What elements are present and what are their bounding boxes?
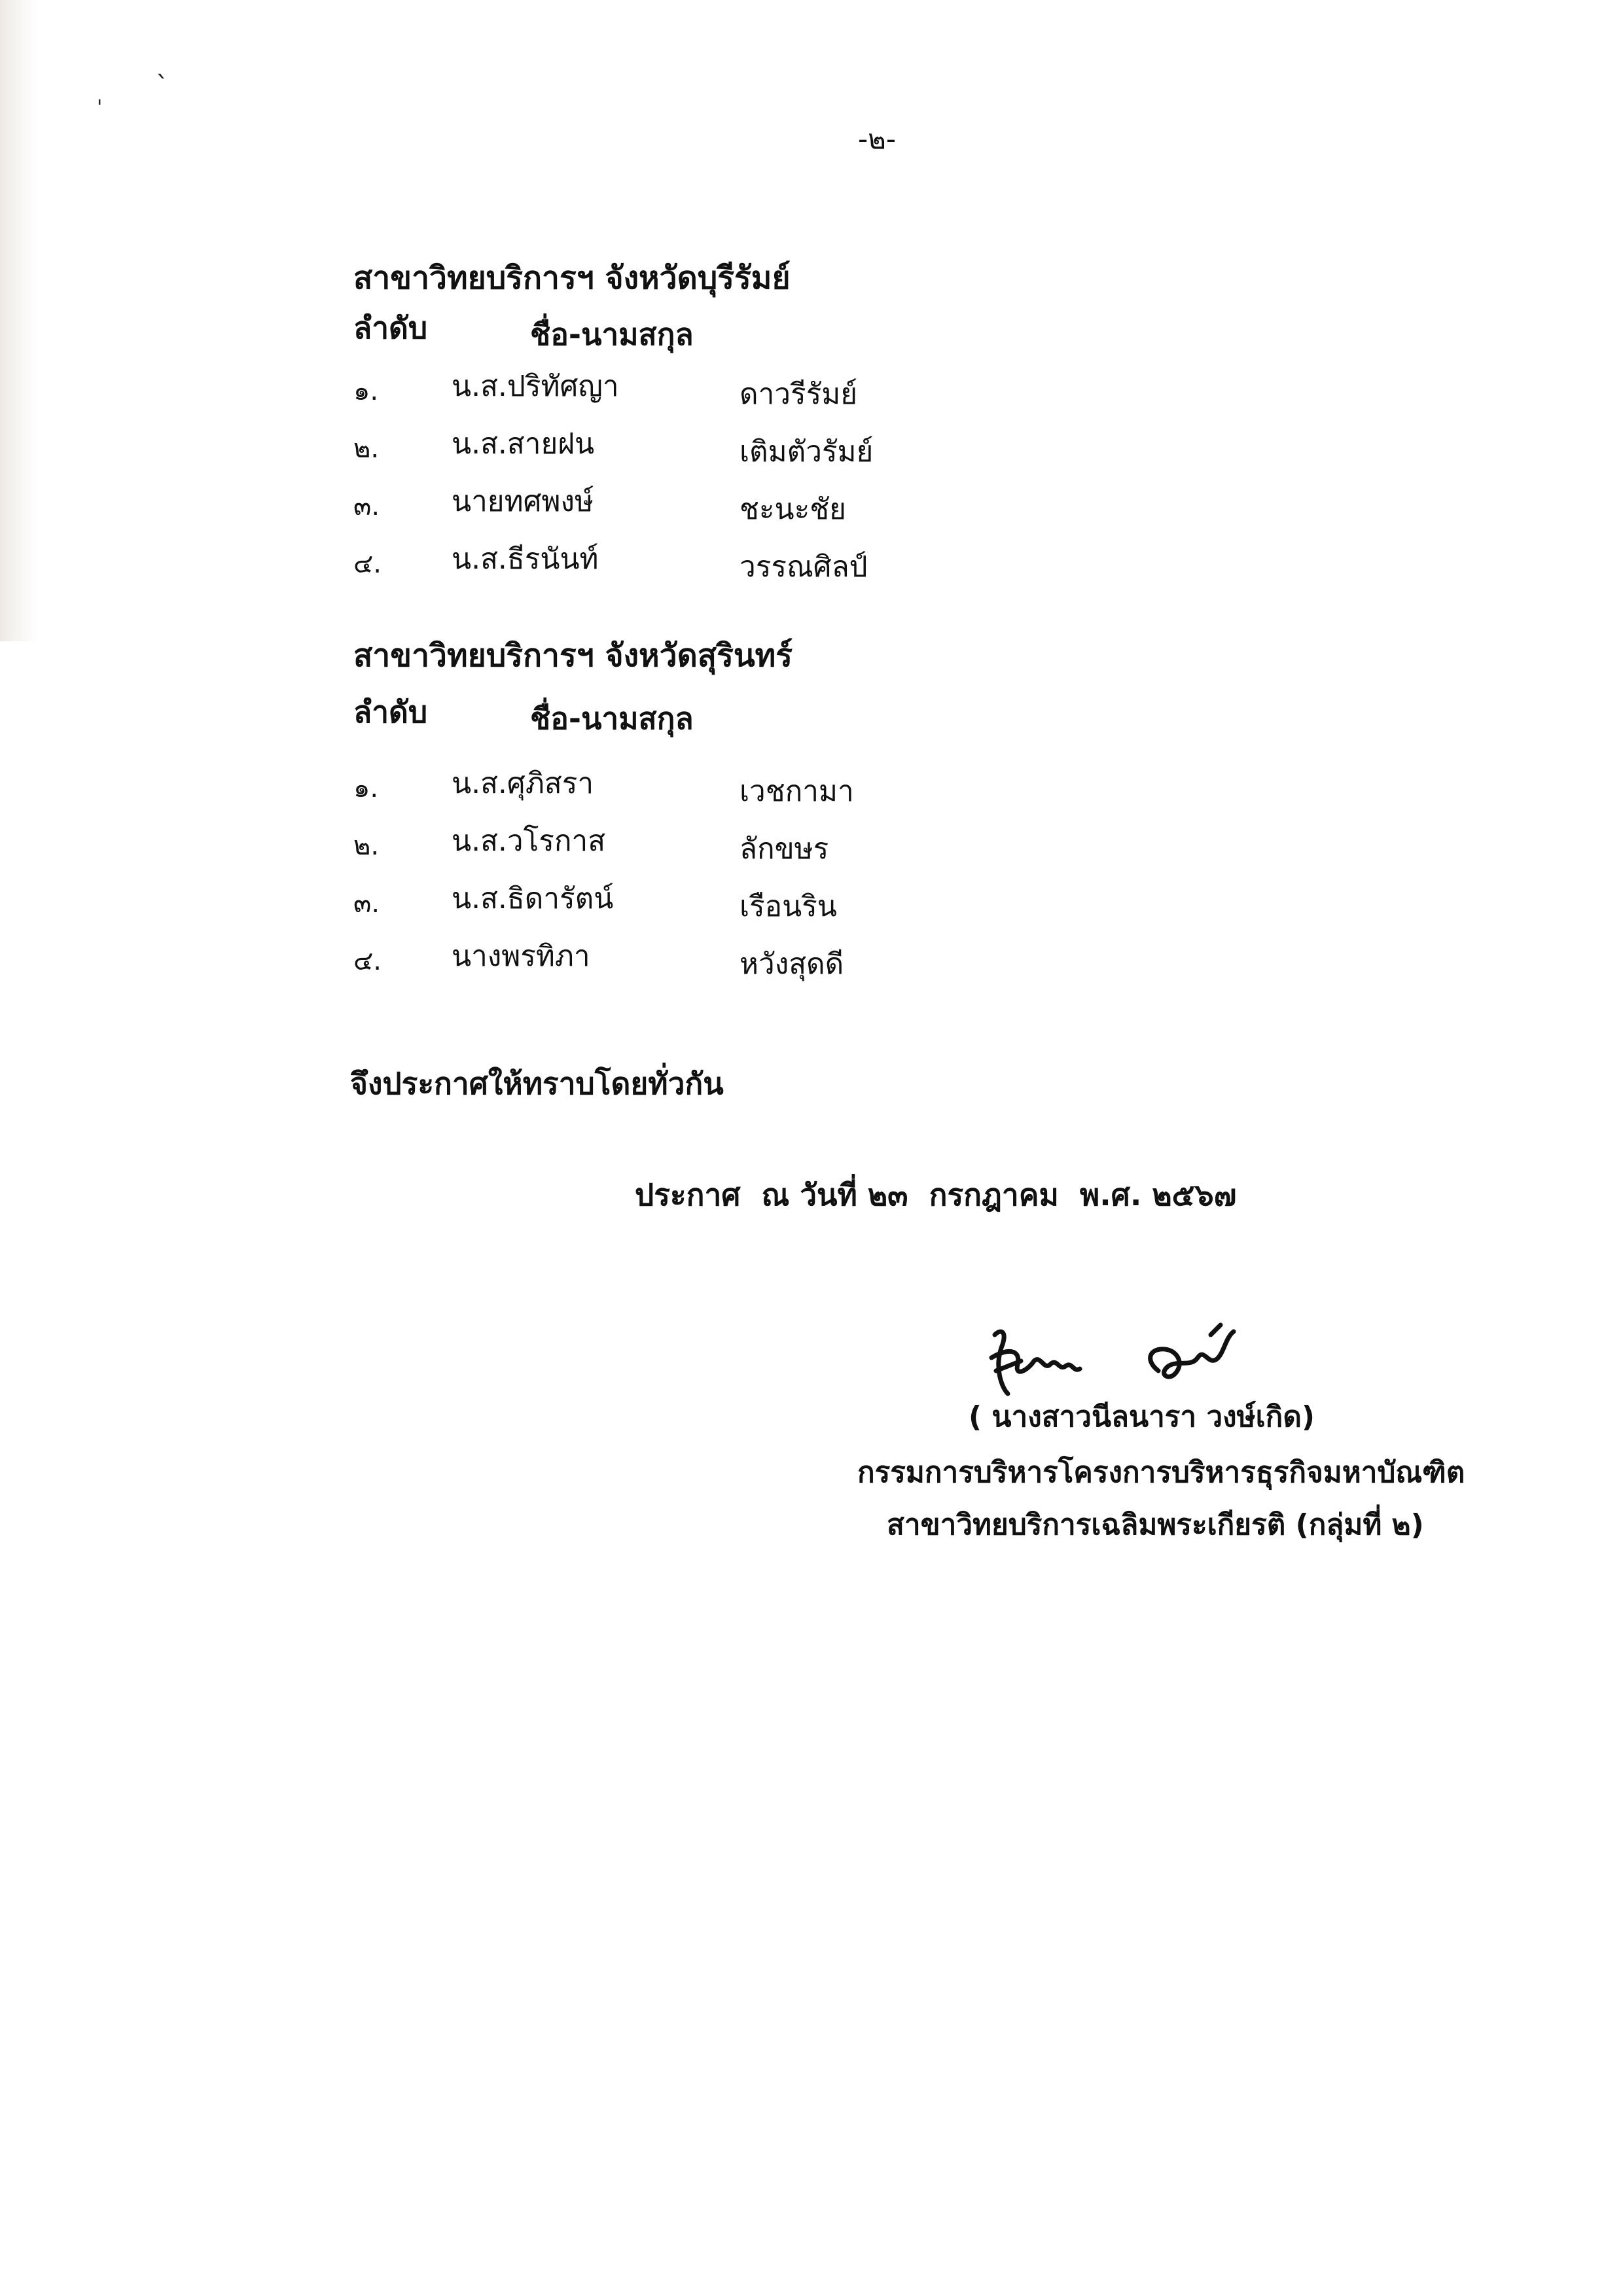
- list-item: [353, 933, 1270, 991]
- section-title: สาขาวิทยบริการฯ จังหวัดสุรินทร์: [353, 637, 793, 674]
- item-number: ๓.: [353, 491, 380, 521]
- last-name: ชะนะชัย: [740, 493, 846, 526]
- list-item: [353, 818, 1270, 875]
- first-name: น.ส.ศุภิสรา: [452, 767, 594, 800]
- signer-role-line-1: กรรมการบริหารโครงการบริหารธุรกิจมหาบัณฑิต: [857, 1456, 1465, 1489]
- signer-role-line-2: สาขาวิทยบริการเฉลิมพระเกียรติ (กลุ่มที่ ๒): [887, 1508, 1424, 1542]
- first-name: น.ส.สายฝน: [452, 427, 595, 461]
- handwritten-signature: [982, 1309, 1270, 1407]
- last-name: เรือนริน: [740, 890, 837, 923]
- announcement-date: ประกาศ ณ วันที่ ๒๓ กรกฎาคม พ.ศ. ๒๕๖๗: [635, 1177, 1237, 1212]
- column-name-label: ชื่อ-นามสกุล: [530, 317, 694, 352]
- column-order-label: ลำดับ: [353, 694, 428, 730]
- last-name: เวชกามา: [740, 775, 854, 808]
- column-header: [353, 688, 1270, 760]
- last-name: ลักขษร: [740, 832, 829, 866]
- first-name: นายทศพงษ์: [452, 485, 594, 518]
- first-name: น.ส.ธิดารัตน์: [452, 882, 614, 915]
- last-name: ดาวรีรัมย์: [740, 378, 858, 411]
- last-name: วรรณศิลป์: [740, 550, 868, 584]
- section-surin: [353, 629, 1270, 991]
- column-header: [353, 304, 1270, 363]
- column-order-label: ลำดับ: [353, 310, 428, 345]
- section-title: สาขาวิทยบริการฯ จังหวัดบุรีรัมย์: [353, 260, 791, 296]
- page-number: -๒-: [858, 123, 896, 155]
- first-name: นางพรทิภา: [452, 940, 590, 973]
- section-buriram: [353, 252, 1270, 593]
- last-name: เติมตัวรัมย์: [740, 435, 874, 468]
- list-item: [353, 478, 1270, 536]
- list-item: [353, 421, 1270, 478]
- first-name: น.ส.ธีรนันท์: [452, 542, 599, 576]
- first-name: น.ส.วโรกาส: [452, 824, 606, 858]
- column-name-label: ชื่อ-นามสกุล: [530, 701, 694, 736]
- scan-speck: ': [97, 96, 103, 119]
- first-name: น.ส.ปริทัศญา: [452, 370, 619, 403]
- item-number: ๔.: [353, 549, 382, 579]
- item-number: ๓.: [353, 889, 380, 919]
- list-item: [353, 363, 1270, 421]
- scan-speck: `: [156, 71, 169, 101]
- list-item: [353, 875, 1270, 933]
- signer-name: ( นางสาวนีลนารา วงษ์เกิด): [969, 1400, 1315, 1434]
- announcement-text: จึงประกาศให้ทราบโดยทั่วกัน: [350, 1066, 724, 1101]
- list-item: [353, 760, 1270, 818]
- item-number: ๑.: [353, 376, 379, 406]
- item-number: ๒.: [353, 831, 380, 861]
- item-number: ๑.: [353, 773, 379, 804]
- last-name: หวังสุดดี: [740, 947, 844, 981]
- list-item: [353, 536, 1270, 593]
- scan-shadow-edge: [0, 0, 39, 641]
- item-number: ๔.: [353, 946, 382, 976]
- item-number: ๒.: [353, 434, 380, 464]
